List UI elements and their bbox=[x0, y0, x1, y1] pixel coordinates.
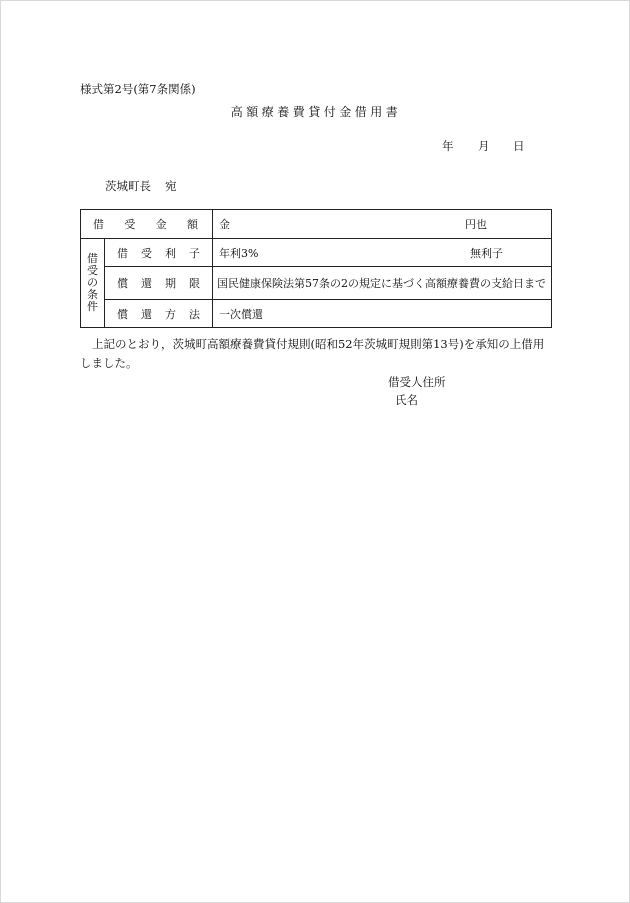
amount-value-cell bbox=[213, 210, 552, 239]
date-day-label: 日 bbox=[513, 139, 525, 153]
interest-label: 借 受 利 子 bbox=[105, 239, 213, 267]
amount-prefix: 金 bbox=[219, 218, 230, 231]
form-number: 様式第2号(第7条関係) bbox=[80, 82, 196, 96]
conditions-group-label: 借 受 の 条 件 bbox=[81, 239, 105, 328]
statement-text: 上記のとおり，茨城町高額療養費貸付規則(昭和52年茨城町規則第13号)を承知の上借用しました。 bbox=[80, 337, 545, 370]
amount-label: 借 受 金 額 bbox=[81, 210, 213, 239]
repayment-method-row bbox=[81, 300, 552, 328]
interest-free: 無利子 bbox=[470, 246, 503, 260]
amount-row bbox=[81, 210, 552, 239]
repayment-period-value: 国民健康保険法第57条の2の規定に基づく高額療養費の支給日まで bbox=[213, 267, 552, 300]
interest-rate: 年利3% bbox=[219, 246, 259, 260]
repayment-period-label: 償 還 期 限 bbox=[105, 267, 213, 300]
date-year-label: 年 bbox=[442, 139, 454, 153]
repayment-method-value: 一次償還 bbox=[213, 300, 552, 328]
interest-value-cell bbox=[213, 239, 552, 267]
addressee-suffix: 宛 bbox=[165, 179, 177, 193]
repayment-period-row bbox=[81, 267, 552, 300]
loan-table bbox=[80, 209, 552, 328]
repayment-method-label: 償 還 方 法 bbox=[105, 300, 213, 328]
borrower-address-label: 借受人住所 bbox=[388, 375, 446, 389]
amount-unit: 円也 bbox=[465, 218, 487, 231]
addressee-name: 茨城町長 bbox=[105, 179, 151, 193]
interest-row bbox=[81, 239, 552, 267]
addressee bbox=[105, 178, 177, 194]
date-month-label: 月 bbox=[478, 139, 490, 153]
document-title: 高額療養費貸付金借用書 bbox=[230, 105, 402, 119]
borrower-name-label: 氏名 bbox=[395, 393, 418, 407]
